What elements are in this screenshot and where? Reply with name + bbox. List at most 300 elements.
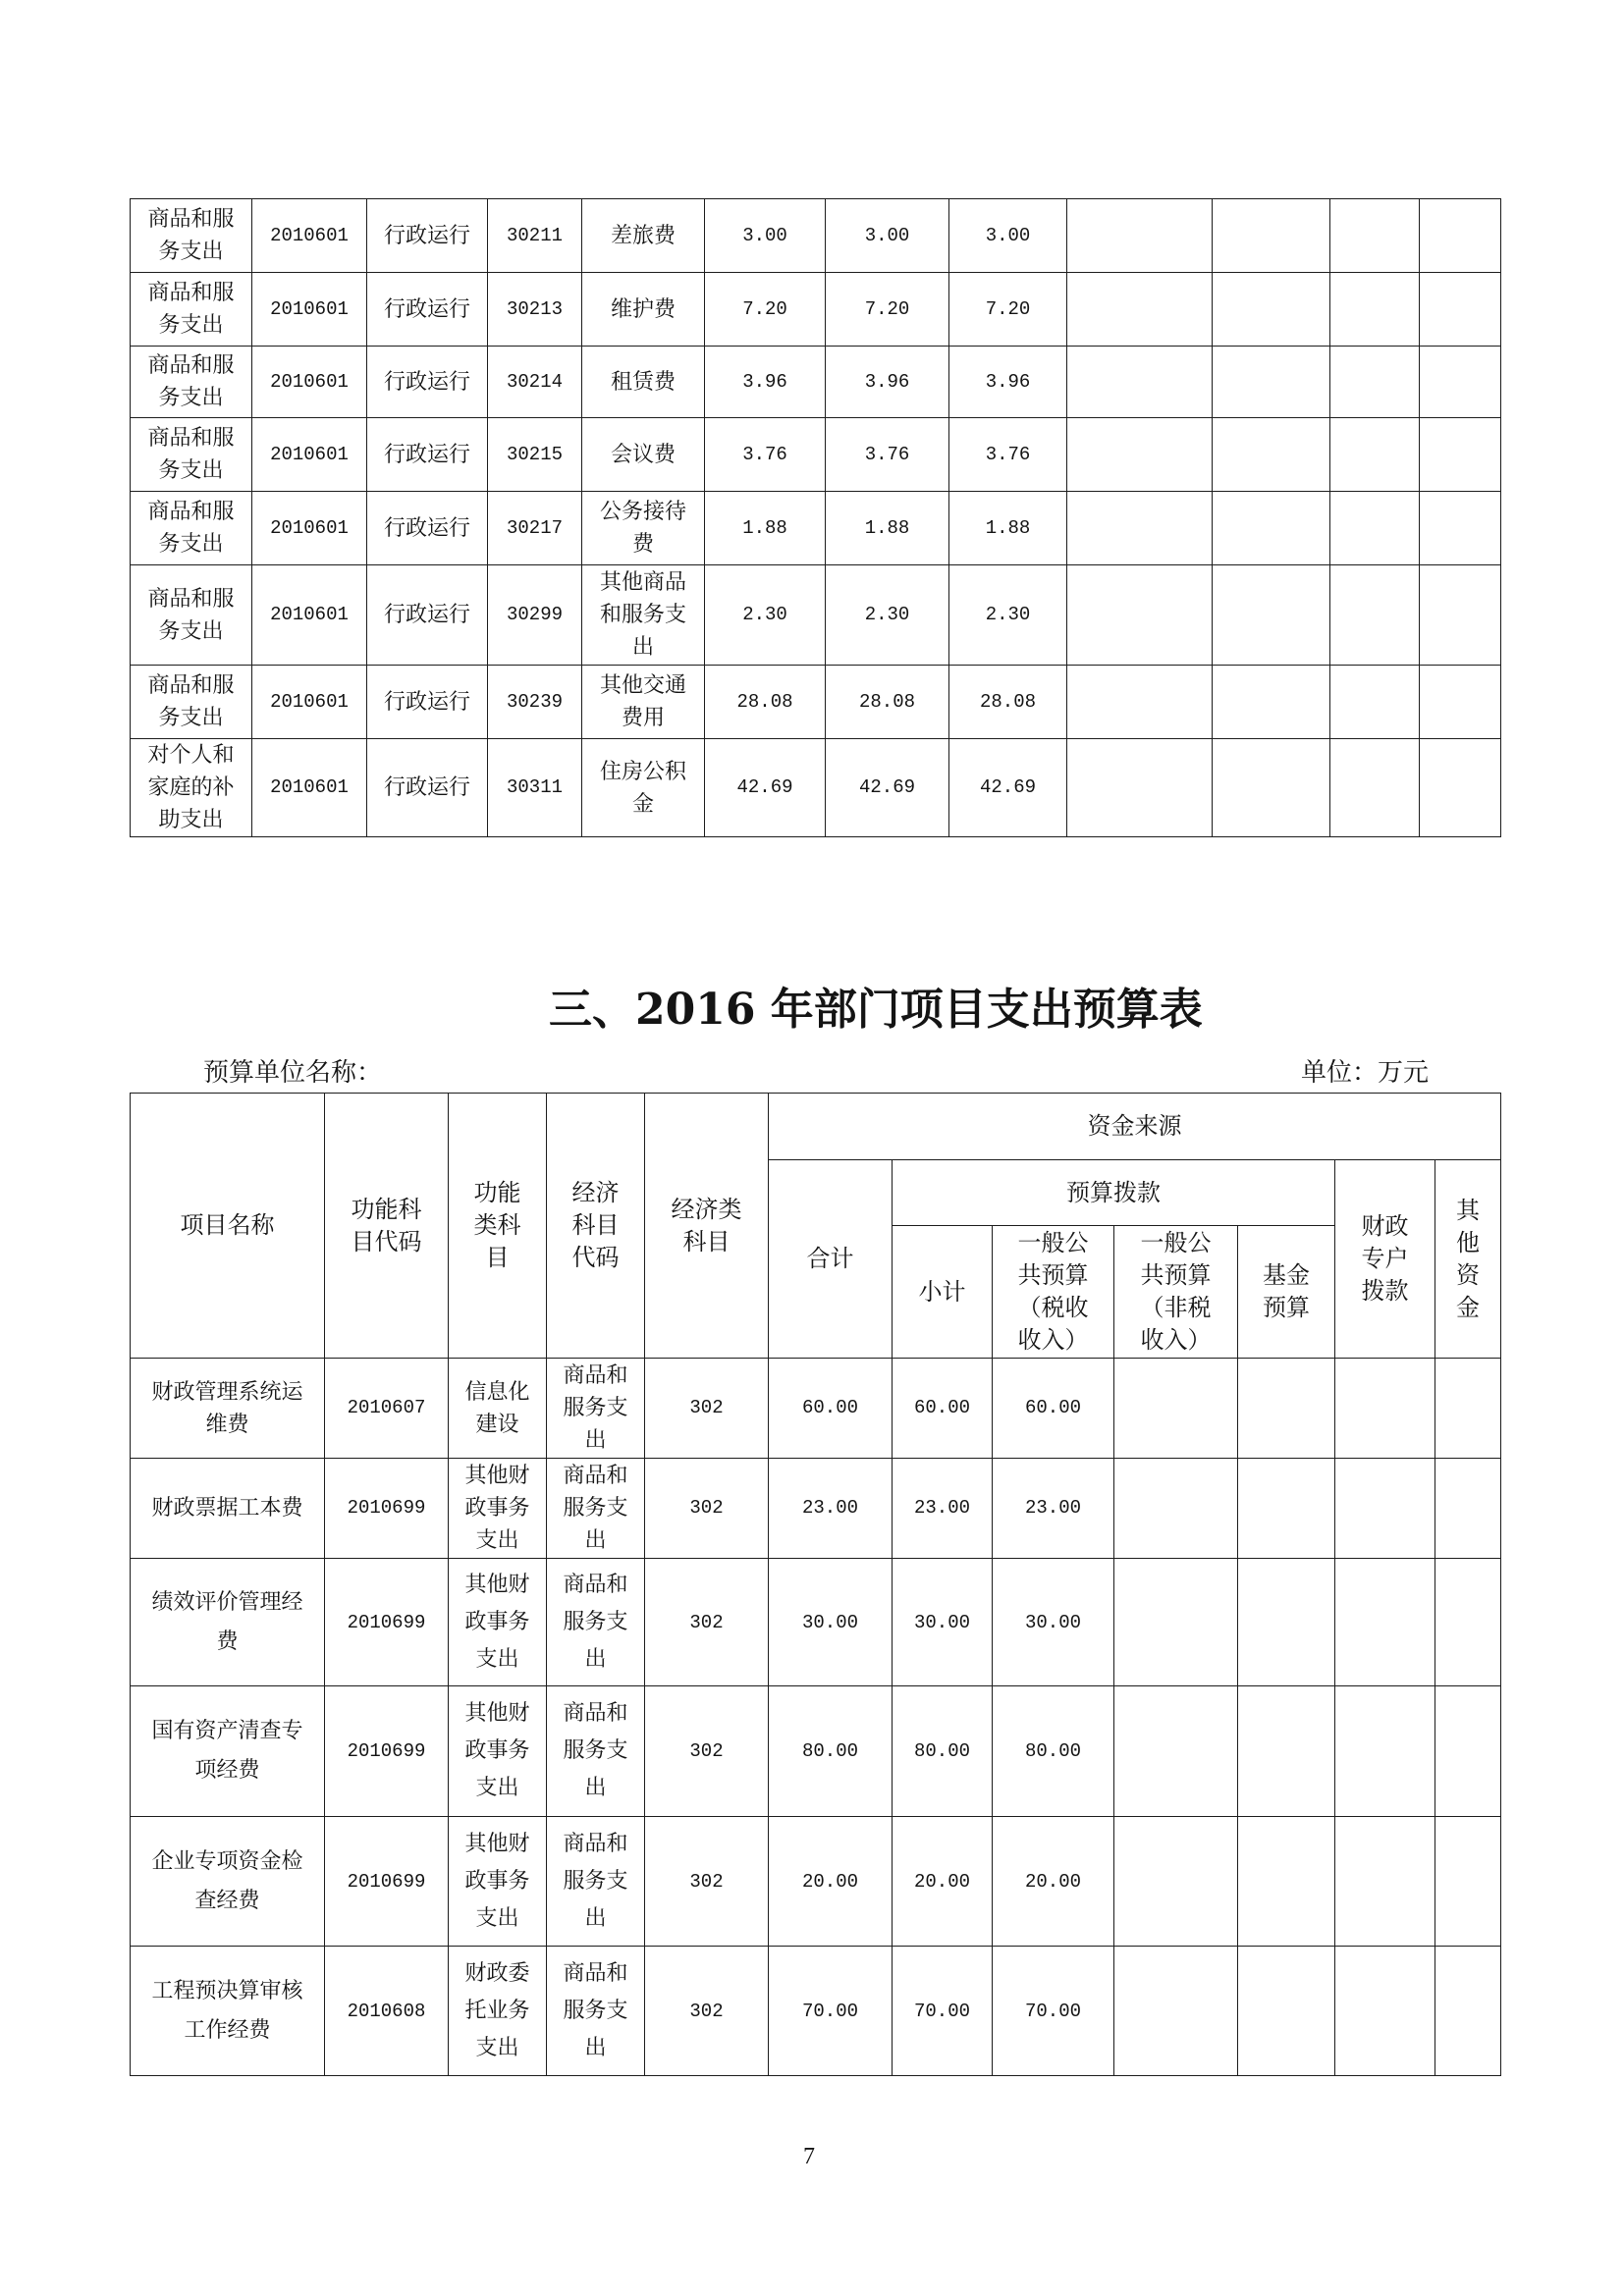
table-row — [131, 1947, 1501, 2076]
economic-code-text: 30211 — [506, 224, 563, 246]
amount-subtotal-text: 3.00 — [864, 224, 910, 246]
function-name-text: 行政运行 — [383, 515, 470, 541]
cell-economic-name — [582, 418, 705, 492]
total-text: 60.00 — [801, 1397, 858, 1418]
amount-general-budget-text: 3.76 — [985, 443, 1031, 465]
cell-function-name — [367, 666, 488, 739]
cell-function-category — [449, 1686, 547, 1817]
cell-function-category — [449, 1359, 547, 1459]
cell-general-budget-nontax — [1114, 1459, 1238, 1559]
cell-amount-general-budget — [949, 739, 1067, 837]
header-function-code — [325, 1094, 449, 1359]
cell-col-10 — [1213, 565, 1330, 666]
cell-col-9 — [1067, 739, 1213, 837]
cell-col-10 — [1213, 418, 1330, 492]
cell-col-10 — [1213, 347, 1330, 418]
cell-function-code — [325, 1359, 449, 1459]
page-number: 7 — [803, 2144, 815, 2169]
cell-function-code — [252, 739, 367, 837]
cell-economic-category — [645, 1559, 769, 1686]
header-project-name-text: 项目名称 — [180, 1211, 275, 1239]
cell-col-12 — [1420, 199, 1501, 273]
economic-code-text: 30217 — [506, 516, 563, 539]
cell-col-9 — [1067, 273, 1213, 347]
cell-col-12 — [1420, 347, 1501, 418]
table-row — [131, 1686, 1501, 1817]
cell-col-9 — [1067, 418, 1213, 492]
cell-economic-code — [488, 492, 582, 565]
cell-function-name — [367, 739, 488, 837]
cell-economic-code — [488, 739, 582, 837]
cell-other-funds — [1435, 1686, 1501, 1817]
cell-col-9 — [1067, 565, 1213, 666]
header-subtotal — [893, 1226, 993, 1359]
general-budget-tax-text: 23.00 — [1024, 1497, 1081, 1519]
function-code-text: 2010601 — [270, 224, 349, 246]
cell-general-budget-tax — [993, 1459, 1114, 1559]
header-fund-source-text: 资金来源 — [1087, 1112, 1182, 1140]
cell-subtotal — [893, 1686, 993, 1817]
cell-economic-name — [582, 666, 705, 739]
economic-code-text: 商品和服务支出 — [563, 1701, 628, 1800]
cell-amount-general-budget — [949, 347, 1067, 418]
cell-col-10 — [1213, 492, 1330, 565]
cell-amount-subtotal — [826, 418, 949, 492]
function-code-text: 2010601 — [270, 516, 349, 539]
cell-economic-category — [645, 1817, 769, 1947]
table-row — [131, 1817, 1501, 1947]
cell-function-category — [449, 1559, 547, 1686]
economic-name-text: 住房公积金 — [599, 759, 686, 817]
cell-general-budget-tax — [993, 1686, 1114, 1817]
total-text: 30.00 — [801, 1611, 858, 1633]
cell-amount-general-budget — [949, 273, 1067, 347]
subtotal-text: 23.00 — [913, 1497, 970, 1519]
cell-other-funds — [1435, 1359, 1501, 1459]
cell-amount-subtotal — [826, 565, 949, 666]
amount-total-text: 3.00 — [742, 224, 787, 246]
cell-economic-code — [488, 418, 582, 492]
header-economic-code — [547, 1094, 645, 1359]
cell-economic-code — [488, 666, 582, 739]
header-general-budget-tax-text: 一般公共预算（税收收入） — [1017, 1229, 1089, 1354]
function-category-text: 其他财政事务支出 — [464, 1572, 530, 1672]
cell-economic-category — [645, 1359, 769, 1459]
cell-col-12 — [1420, 666, 1501, 739]
cell-economic-code — [488, 565, 582, 666]
amount-general-budget-text: 2.30 — [985, 604, 1031, 625]
table-row — [131, 1559, 1501, 1686]
function-code-text: 2010699 — [347, 1611, 426, 1633]
table-row — [131, 1359, 1501, 1459]
cell-special-account — [1335, 1559, 1435, 1686]
header-row — [131, 1094, 1501, 1160]
header-fund-budget — [1238, 1226, 1335, 1359]
cell-economic-code — [488, 347, 582, 418]
total-text: 20.00 — [801, 1870, 858, 1893]
cell-function-code — [325, 1559, 449, 1686]
cell-col-12 — [1420, 565, 1501, 666]
amount-subtotal-text: 3.96 — [864, 370, 910, 393]
economic-code-text: 30311 — [506, 776, 563, 798]
cell-function-code — [325, 1947, 449, 2076]
project-name-text: 工程预决算审核工作经费 — [151, 1978, 303, 2043]
table-row — [131, 666, 1501, 739]
function-code-text: 2010699 — [347, 1740, 426, 1762]
table-row — [131, 347, 1501, 418]
cell-col-10 — [1213, 273, 1330, 347]
cell-special-account — [1335, 1459, 1435, 1559]
cell-col-9 — [1067, 492, 1213, 565]
cell-expense-type — [131, 666, 252, 739]
cell-total — [769, 1559, 893, 1686]
economic-name-text: 公务接待费 — [599, 500, 686, 557]
cell-amount-total — [705, 347, 826, 418]
function-category-text: 其他财政事务支出 — [464, 1831, 530, 1931]
function-code-text: 2010601 — [270, 604, 349, 625]
cell-col-11 — [1330, 492, 1420, 565]
cell-amount-general-budget — [949, 199, 1067, 273]
function-name-text: 行政运行 — [383, 689, 470, 715]
cell-economic-code — [488, 273, 582, 347]
economic-code-text: 30239 — [506, 690, 563, 713]
cell-col-9 — [1067, 199, 1213, 273]
subtotal-text: 20.00 — [913, 1870, 970, 1893]
cell-total — [769, 1686, 893, 1817]
economic-name-text: 其他交通费用 — [599, 673, 686, 730]
currency-unit-label: 单位：万元 — [1300, 1058, 1429, 1088]
cell-function-category — [449, 1817, 547, 1947]
cell-function-category — [449, 1947, 547, 2076]
cell-economic-code — [547, 1817, 645, 1947]
amount-general-budget-text: 28.08 — [979, 690, 1036, 713]
economic-category-text: 302 — [689, 2000, 724, 2022]
subtotal-text: 70.00 — [913, 2000, 970, 2022]
cell-function-code — [252, 347, 367, 418]
cell-col-12 — [1420, 418, 1501, 492]
table-row — [131, 273, 1501, 347]
cell-fund-budget — [1238, 1359, 1335, 1459]
function-category-text: 信息化建设 — [464, 1379, 530, 1437]
cell-function-name — [367, 418, 488, 492]
table-body — [131, 199, 1501, 837]
economic-code-text: 商品和服务支出 — [563, 1572, 628, 1672]
general-budget-tax-text: 80.00 — [1024, 1740, 1081, 1762]
cell-subtotal — [893, 1459, 993, 1559]
table-row — [131, 199, 1501, 273]
cell-function-code — [252, 565, 367, 666]
header-general-budget-tax — [993, 1226, 1114, 1359]
amount-subtotal-text: 2.30 — [864, 604, 910, 625]
header-fund-source — [769, 1094, 1501, 1160]
function-name-text: 行政运行 — [383, 603, 470, 627]
header-general-budget-nontax — [1114, 1226, 1238, 1359]
economic-code-text: 30215 — [506, 443, 563, 465]
function-code-text: 2010699 — [347, 1870, 426, 1893]
header-function-category-text: 功能类科目 — [473, 1179, 521, 1271]
cell-function-code — [252, 492, 367, 565]
header-function-category — [449, 1094, 547, 1359]
cell-col-11 — [1330, 418, 1420, 492]
header-economic-category — [645, 1094, 769, 1359]
cell-general-budget-nontax — [1114, 1559, 1238, 1686]
cell-project-name — [131, 1686, 325, 1817]
cell-amount-subtotal — [826, 739, 949, 837]
function-category-text: 其他财政事务支出 — [464, 1464, 530, 1553]
project-name-text: 国有资产清查专项经费 — [151, 1719, 303, 1783]
economic-code-text: 商品和服务支出 — [563, 1960, 628, 2060]
amount-subtotal-text: 28.08 — [858, 690, 915, 713]
cell-fund-budget — [1238, 1947, 1335, 2076]
cell-col-12 — [1420, 739, 1501, 837]
cell-economic-category — [645, 1686, 769, 1817]
cell-project-name — [131, 1559, 325, 1686]
cell-expense-type — [131, 273, 252, 347]
amount-subtotal-text: 7.20 — [864, 297, 910, 320]
function-code-text: 2010601 — [270, 690, 349, 713]
cell-economic-category — [645, 1459, 769, 1559]
table-row — [131, 739, 1501, 837]
amount-subtotal-text: 3.76 — [864, 443, 910, 465]
cell-amount-subtotal — [826, 666, 949, 739]
cell-general-budget-tax — [993, 1947, 1114, 2076]
cell-amount-subtotal — [826, 273, 949, 347]
header-total — [769, 1160, 893, 1359]
amount-total-text: 3.76 — [742, 443, 787, 465]
project-name-text: 企业专项资金检查经费 — [151, 1848, 303, 1913]
header-special-account-text: 财政专户拨款 — [1361, 1212, 1409, 1305]
expense-type-text: 商品和服务支出 — [147, 353, 235, 410]
cell-col-10 — [1213, 666, 1330, 739]
cell-amount-total — [705, 739, 826, 837]
amount-total-text: 28.08 — [736, 690, 793, 713]
header-special-account — [1335, 1160, 1435, 1359]
cell-function-code — [325, 1686, 449, 1817]
cell-col-11 — [1330, 565, 1420, 666]
cell-economic-name — [582, 199, 705, 273]
table-header — [131, 1094, 1501, 1359]
cell-amount-general-budget — [949, 492, 1067, 565]
expense-type-text: 商品和服务支出 — [147, 586, 235, 644]
header-economic-category-text: 经济类科目 — [671, 1195, 742, 1255]
amount-total-text: 3.96 — [742, 370, 787, 393]
cell-other-funds — [1435, 1559, 1501, 1686]
header-budget-allocation — [893, 1160, 1335, 1226]
cell-amount-total — [705, 418, 826, 492]
section-title: 三、2016 年部门项目支出预算表 — [549, 985, 1203, 1035]
general-budget-tax-text: 30.00 — [1024, 1611, 1081, 1633]
cell-subtotal — [893, 1817, 993, 1947]
function-name-text: 行政运行 — [383, 775, 470, 800]
cell-function-code — [325, 1459, 449, 1559]
function-code-text: 2010601 — [270, 776, 349, 798]
header-general-budget-nontax-text: 一般公共预算（非税收入） — [1140, 1229, 1212, 1354]
function-code-text: 2010601 — [270, 443, 349, 465]
cell-special-account — [1335, 1686, 1435, 1817]
cell-function-code — [252, 199, 367, 273]
expense-detail-table-continued — [130, 198, 1501, 837]
cell-col-12 — [1420, 492, 1501, 565]
header-other-funds — [1435, 1160, 1501, 1359]
cell-amount-subtotal — [826, 199, 949, 273]
expense-type-text: 商品和服务支出 — [147, 207, 235, 264]
cell-col-11 — [1330, 666, 1420, 739]
header-function-code-text: 功能科目代码 — [351, 1195, 422, 1255]
cell-col-12 — [1420, 273, 1501, 347]
function-code-text: 2010607 — [347, 1397, 426, 1418]
cell-economic-code — [488, 199, 582, 273]
cell-economic-code — [547, 1947, 645, 2076]
cell-col-11 — [1330, 739, 1420, 837]
amount-total-text: 42.69 — [736, 776, 793, 798]
economic-name-text: 差旅费 — [610, 223, 676, 248]
cell-economic-name — [582, 739, 705, 837]
total-text: 23.00 — [801, 1497, 858, 1519]
cell-economic-category — [645, 1947, 769, 2076]
general-budget-tax-text: 20.00 — [1024, 1870, 1081, 1893]
function-name-text: 行政运行 — [383, 369, 470, 395]
cell-subtotal — [893, 1359, 993, 1459]
expense-type-text: 商品和服务支出 — [147, 426, 235, 483]
table-row — [131, 492, 1501, 565]
economic-code-text: 商品和服务支出 — [563, 1363, 628, 1453]
amount-general-budget-text: 42.69 — [979, 776, 1036, 798]
cell-general-budget-tax — [993, 1817, 1114, 1947]
cell-col-10 — [1213, 199, 1330, 273]
cell-special-account — [1335, 1947, 1435, 2076]
header-other-funds-text: 其他资金 — [1456, 1196, 1481, 1321]
economic-code-text: 商品和服务支出 — [563, 1464, 628, 1553]
economic-code-text: 30214 — [506, 370, 563, 393]
project-name-text: 财政管理系统运维费 — [151, 1379, 303, 1437]
cell-fund-budget — [1238, 1817, 1335, 1947]
cell-col-9 — [1067, 666, 1213, 739]
economic-code-text: 商品和服务支出 — [563, 1831, 628, 1931]
cell-economic-name — [582, 492, 705, 565]
total-text: 80.00 — [801, 1740, 858, 1762]
economic-category-text: 302 — [689, 1497, 724, 1519]
cell-other-funds — [1435, 1817, 1501, 1947]
table-body — [131, 1359, 1501, 2076]
table-row — [131, 565, 1501, 666]
cell-amount-general-budget — [949, 565, 1067, 666]
cell-amount-general-budget — [949, 418, 1067, 492]
project-name-text: 绩效评价管理经费 — [151, 1589, 303, 1654]
cell-col-11 — [1330, 199, 1420, 273]
function-name-text: 行政运行 — [383, 442, 470, 467]
cell-economic-name — [582, 565, 705, 666]
cell-general-budget-tax — [993, 1559, 1114, 1686]
cell-subtotal — [893, 1559, 993, 1686]
cell-general-budget-nontax — [1114, 1947, 1238, 2076]
cell-amount-total — [705, 565, 826, 666]
economic-code-text: 30213 — [506, 297, 563, 320]
cell-function-name — [367, 347, 488, 418]
subtotal-text: 80.00 — [913, 1740, 970, 1762]
amount-total-text: 7.20 — [742, 297, 787, 320]
cell-economic-name — [582, 347, 705, 418]
general-budget-tax-text: 70.00 — [1024, 2000, 1081, 2022]
subtotal-text: 30.00 — [913, 1611, 970, 1633]
subtotal-text: 60.00 — [913, 1397, 970, 1418]
cell-expense-type — [131, 199, 252, 273]
expense-type-text: 对个人和家庭的补助支出 — [147, 743, 235, 832]
cell-function-name — [367, 199, 488, 273]
cell-general-budget-nontax — [1114, 1686, 1238, 1817]
amount-subtotal-text: 42.69 — [858, 776, 915, 798]
header-project-name — [131, 1094, 325, 1359]
economic-name-text: 其他商品和服务支出 — [599, 570, 686, 660]
cell-total — [769, 1459, 893, 1559]
general-budget-tax-text: 60.00 — [1024, 1397, 1081, 1418]
cell-expense-type — [131, 418, 252, 492]
cell-function-name — [367, 492, 488, 565]
total-text: 70.00 — [801, 2000, 858, 2022]
function-code-text: 2010699 — [347, 1497, 426, 1519]
cell-economic-code — [547, 1686, 645, 1817]
cell-col-10 — [1213, 739, 1330, 837]
economic-category-text: 302 — [689, 1611, 724, 1633]
expense-type-text: 商品和服务支出 — [147, 673, 235, 730]
cell-fund-budget — [1238, 1686, 1335, 1817]
cell-total — [769, 1359, 893, 1459]
table-row — [131, 418, 1501, 492]
cell-other-funds — [1435, 1459, 1501, 1559]
function-code-text: 2010608 — [347, 2000, 426, 2022]
cell-project-name — [131, 1359, 325, 1459]
cell-expense-type — [131, 739, 252, 837]
cell-amount-general-budget — [949, 666, 1067, 739]
cell-function-name — [367, 565, 488, 666]
cell-function-code — [325, 1817, 449, 1947]
cell-project-name — [131, 1459, 325, 1559]
amount-general-budget-text: 7.20 — [985, 297, 1031, 320]
economic-category-text: 302 — [689, 1870, 724, 1893]
function-code-text: 2010601 — [270, 370, 349, 393]
cell-col-11 — [1330, 347, 1420, 418]
cell-col-11 — [1330, 273, 1420, 347]
project-name-text: 财政票据工本费 — [151, 1496, 303, 1521]
header-total-text: 合计 — [806, 1245, 854, 1272]
cell-other-funds — [1435, 1947, 1501, 2076]
amount-general-budget-text: 3.96 — [985, 370, 1031, 393]
cell-subtotal — [893, 1947, 993, 2076]
header-economic-code-text: 经济科目代码 — [571, 1179, 620, 1271]
cell-amount-total — [705, 492, 826, 565]
amount-subtotal-text: 1.88 — [864, 516, 910, 539]
cell-amount-total — [705, 199, 826, 273]
amount-total-text: 1.88 — [742, 516, 787, 539]
cell-function-category — [449, 1459, 547, 1559]
function-category-text: 其他财政事务支出 — [464, 1701, 530, 1800]
cell-total — [769, 1947, 893, 2076]
cell-expense-type — [131, 492, 252, 565]
economic-category-text: 302 — [689, 1397, 724, 1418]
amount-general-budget-text: 3.00 — [985, 224, 1031, 246]
cell-function-code — [252, 418, 367, 492]
cell-function-code — [252, 273, 367, 347]
economic-name-text: 维护费 — [610, 296, 676, 322]
amount-total-text: 2.30 — [742, 604, 787, 625]
cell-amount-subtotal — [826, 492, 949, 565]
budget-unit-name-label: 预算单位名称： — [203, 1058, 383, 1088]
cell-amount-subtotal — [826, 347, 949, 418]
amount-general-budget-text: 1.88 — [985, 516, 1031, 539]
cell-function-code — [252, 666, 367, 739]
cell-project-name — [131, 1817, 325, 1947]
header-budget-allocation-text: 预算拨款 — [1066, 1178, 1161, 1206]
cell-economic-code — [547, 1359, 645, 1459]
